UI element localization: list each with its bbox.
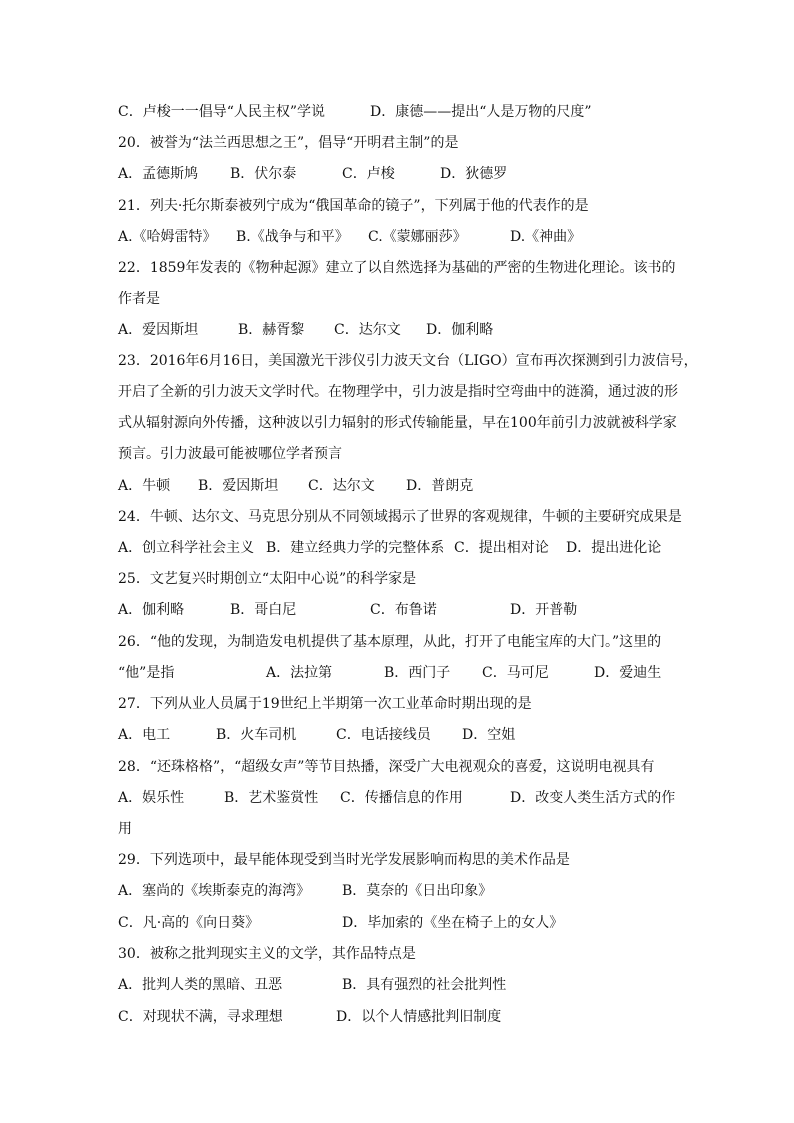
q29-options-ab (118, 881, 718, 901)
q29-options-cd (118, 913, 718, 933)
q20-option-c: C．卢梭 (342, 166, 395, 182)
q30-options-cd (118, 1007, 718, 1027)
q27-option-d: D．空姐 (462, 727, 516, 743)
q23-option-d: D．普朗克 (406, 478, 474, 494)
q23-option-a: A．牛顿 (118, 478, 171, 494)
q22-option-c: C．达尔文 (334, 322, 401, 338)
q28-option-d: D．改变人类生活方式的作 (510, 790, 676, 806)
q29-option-a: A．塞尚的《埃斯泰克的海湾》 (118, 883, 311, 899)
q20-option-b: B．伏尔泰 (230, 166, 297, 182)
q30-option-d: D．以个人情感批判旧制度 (336, 1009, 502, 1025)
q20-options (118, 164, 718, 184)
q28-option-c: C．传播信息的作用 (340, 790, 463, 806)
q27-options (118, 725, 718, 745)
q27-option-c: C．电话接线员 (336, 727, 431, 743)
q23-option-c: C．达尔文 (308, 478, 375, 494)
q23-options (118, 476, 718, 496)
q23-option-b: B．爱因斯坦 (198, 478, 279, 494)
q24-options (118, 538, 718, 558)
q21-option-c: C.《蒙娜丽莎》 (368, 229, 467, 245)
q22-option-b: B．赫胥黎 (238, 322, 305, 338)
q25-stem: 25．文艺复兴时期创立“太阳中心说”的科学家是 (118, 571, 417, 587)
q20-stem: 20．被誉为“法兰西思想之王”，倡导“开明君主制”的是 (118, 135, 459, 151)
q23-stem-line4: 预言。引力波最可能被哪位学者预言 (118, 446, 342, 462)
q21-stem: 21．列夫·托尔斯泰被列宁成为“俄国革命的镜子”，下列属于他的代表作的是 (118, 198, 589, 214)
q30-option-a: A．批判人类的黑暗、丑恶 (118, 977, 283, 993)
q25-option-c: C．布鲁诺 (370, 602, 437, 618)
q28-option-a: A．娱乐性 (118, 790, 185, 806)
q30-options-ab (118, 975, 718, 995)
q21-options (118, 227, 718, 247)
q19-options-cd (118, 102, 718, 122)
q23-stem-line3: 式从辐射源向外传播，这种波以引力辐射的形式传输能量，早在100年前引力波就被科学家 (118, 415, 677, 431)
q25-options (118, 600, 718, 620)
q28-option-b: B．艺术鉴赏性 (224, 790, 319, 806)
q25-option-d: D．开普勒 (510, 602, 578, 618)
q23-stem-line2: 开启了全新的引力波天文学时代。在物理学中，引力波是指时空弯曲中的涟漪，通过波的形 (118, 384, 678, 400)
q24-option-a: A．创立科学社会主义 (118, 540, 255, 556)
q26-stem-line1: 26．“他的发现，为制造发电机提供了基本原理，从此，打开了电能宝库的大门。”这里的 (118, 634, 662, 650)
q19-option-c: C．卢梭一一倡导“人民主权”学说 (118, 104, 326, 120)
q19-option-d: D．康德——提出“人是万物的尺度” (370, 104, 592, 120)
q28-stem: 28．“还珠格格”，“超级女声”等节目热播，深受广大电视观众的喜爱，这说明电视具有 (118, 759, 655, 775)
q30-option-c: C．对现状不满，寻求理想 (118, 1009, 283, 1025)
q28-options (118, 788, 718, 808)
q24-option-b: B．建立经典力学的完整体系 (266, 540, 445, 556)
q26-stem-line2: “他”是指 (118, 665, 175, 681)
q22-stem-line2: 作者是 (118, 291, 160, 307)
q26-option-d: D．爱迪生 (594, 665, 662, 681)
q27-option-b: B．火车司机 (216, 727, 297, 743)
q29-option-c: C．凡·高的《向日葵》 (118, 915, 260, 931)
q25-option-b: B．哥白尼 (230, 602, 297, 618)
q27-stem: 27．下列从业人员属于19世纪上半期第一次工业革命时期出现的是 (118, 696, 532, 712)
q26-option-b: B．西门子 (384, 665, 451, 681)
q20-option-a: A．孟德斯鸠 (118, 166, 199, 182)
q28-option-d-continued: 用 (118, 821, 132, 837)
q26-stem-line2-options (118, 663, 718, 683)
q30-option-b: B．具有强烈的社会批判性 (342, 977, 507, 993)
q24-stem: 24．牛顿、达尔文、马克思分别从不同领域揭示了世界的客观规律，牛顿的主要研究成果是 (118, 509, 682, 525)
q21-option-a: A.《哈姆雷特》 (118, 229, 217, 245)
q22-stem-line1: 22．1859年发表的《物种起源》建立了以自然选择为基础的严密的生物进化理论。该书的 (118, 260, 676, 276)
q23-stem-line1: 23．2016年6月16日，美国激光干涉仪引力波天文台（LIGO）宣布再次探测到引力波信号， (118, 353, 698, 369)
q25-option-a: A．伽利略 (118, 602, 185, 618)
q29-stem: 29．下列选项中，最早能体现受到当时光学发展影响而构思的美术作品是 (118, 852, 570, 868)
q20-option-d: D．狄德罗 (440, 166, 508, 182)
q21-option-b: B.《战争与和平》 (236, 229, 349, 245)
q29-option-b: B．莫奈的《日出印象》 (342, 883, 493, 899)
q29-option-d: D．毕加索的《坐在椅子上的女人》 (342, 915, 564, 931)
q26-option-c: C．马可尼 (482, 665, 549, 681)
q27-option-a: A．电工 (118, 727, 171, 743)
q22-options (118, 320, 718, 340)
q30-stem: 30．被称之批判现实主义的文学，其作品特点是 (118, 946, 416, 962)
q22-option-a: A．爱因斯坦 (118, 322, 199, 338)
q26-option-a: A．法拉第 (266, 665, 333, 681)
q24-option-c: C．提出相对论 (454, 540, 549, 556)
q24-option-d: D．提出进化论 (566, 540, 662, 556)
q21-option-d: D.《神曲》 (510, 229, 582, 245)
q22-option-d: D．伽利略 (426, 322, 494, 338)
